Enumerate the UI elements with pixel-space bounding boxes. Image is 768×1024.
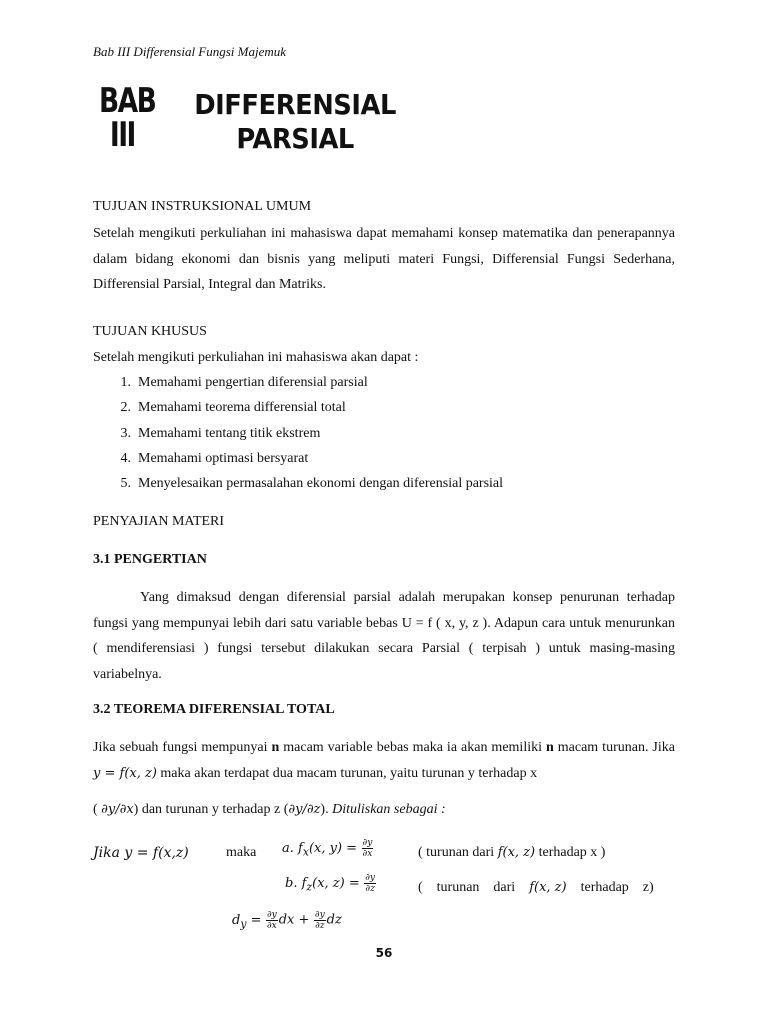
equation-b	[285, 873, 377, 894]
tk-intro: Setelah mengikuti perkuliahan ini mahasiswa akan dapat :	[93, 350, 419, 365]
list-item-number: 5.	[120, 476, 131, 492]
partial-notation-line	[93, 802, 446, 818]
section-3-2-paragraph	[93, 735, 675, 786]
chapter-roman-numeral: III	[109, 115, 135, 155]
fraction-denominator: ∂x	[362, 849, 373, 859]
tiu-paragraph: Setelah mengikuti perkuliahan ini mahasiswa dapat memahami konsep matematika dan penerapannya dalam bidang ekonomi dan bisnis yang meliputi materi Fungsi, Differensial Fungsi Sederhana, Differensial Parsial, Integral dan Matriks.	[93, 226, 675, 292]
fraction-dy-dx	[266, 910, 278, 931]
fn-args: (x, z) =	[312, 875, 360, 891]
fn-label: d	[232, 912, 241, 928]
fraction-numerator: ∂y	[365, 873, 375, 883]
text-run: ) dan turunan y terhadap z (	[133, 802, 289, 817]
section-3-1-heading: 3.1 PENGERTIAN	[93, 552, 207, 567]
inline-equation: f(x, z)	[497, 845, 536, 860]
equation-given: Jika y = f(x,z)	[93, 845, 189, 861]
tk-heading: TUJUAN KHUSUS	[93, 324, 207, 339]
bold-n: n	[545, 740, 554, 755]
list-item-text: Memahami optimasi bersyarat	[138, 450, 309, 466]
list-item-text: Memahami pengertian diferensial parsial	[138, 375, 368, 390]
text-run: ( turunan dari	[418, 845, 498, 860]
text-run: terhadap z)	[566, 880, 654, 895]
dz-term: dz	[326, 912, 342, 928]
list-item	[93, 446, 653, 471]
equation-a	[282, 838, 374, 859]
total-differential-equation	[232, 910, 342, 931]
equation-a-lhs	[282, 840, 358, 859]
equation-maka: maka	[226, 845, 257, 860]
chapter-bab-label: BAB	[99, 81, 156, 121]
fraction-numerator: ∂y	[314, 910, 325, 920]
running-header: Bab III Differensial Fungsi Majemuk	[93, 44, 287, 59]
list-item	[93, 395, 653, 420]
text-run: ( turunan dari	[418, 880, 530, 895]
fraction-dy-dz	[364, 873, 376, 894]
list-item-text: Menyelesaikan permasalahan ekonomi dengan diferensial parsial	[138, 476, 504, 492]
text-run: Jika sebuah fungsi mempunyai	[93, 740, 272, 755]
bold-n: n	[271, 740, 280, 755]
equals: =	[246, 912, 262, 928]
list-item-text: Memahami teorema differensial total	[138, 400, 346, 416]
chapter-number	[99, 81, 156, 155]
text-run: macam turunan. Jika	[553, 740, 675, 755]
partial-y-z: ∂y/∂z	[288, 802, 321, 817]
fraction-denominator: ∂x	[266, 921, 277, 931]
fraction-dy-dz	[314, 910, 326, 931]
list-item	[93, 370, 653, 395]
text-run: terhadap x )	[535, 845, 606, 860]
fn-label: b. f	[285, 875, 307, 891]
italic-text: Dituliskan sebagai :	[332, 802, 446, 817]
penyajian-heading: PENYAJIAN MATERI	[93, 514, 225, 529]
dx-term: dx +	[278, 912, 310, 928]
fraction-numerator: ∂y	[362, 838, 373, 848]
equation-b-note	[418, 880, 654, 896]
total-diff-lhs	[232, 912, 262, 931]
objectives-list	[93, 370, 653, 496]
text-run: maka akan terdapat dua macam turunan, yaitu turunan y terhadap x	[156, 765, 538, 781]
text-run: macam variable bebas maka ia akan memiliki	[279, 740, 546, 755]
fraction-denominator: ∂z	[315, 921, 325, 931]
list-item-number: 2.	[120, 400, 131, 416]
list-item-number: 4.	[120, 450, 131, 466]
equation-b-lhs	[285, 875, 360, 894]
fraction-denominator: ∂z	[365, 884, 375, 894]
inline-equation: y = f(x, z)	[93, 765, 157, 781]
list-item	[93, 421, 653, 446]
chapter-title-line-2: PARSIAL	[236, 122, 354, 155]
subscript: z	[306, 880, 313, 894]
list-item-number: 1.	[120, 375, 131, 390]
page-number: 56	[375, 946, 393, 960]
list-item-text: Memahami tentang titik ekstrem	[138, 425, 321, 441]
section-3-2-heading: 3.2 TEOREMA DIFERENSIAL TOTAL	[93, 702, 335, 717]
list-item-number: 3.	[120, 425, 131, 441]
text-run: (	[93, 802, 102, 817]
list-item	[93, 471, 653, 496]
chapter-title-line-1: DIFFERENSIAL	[194, 88, 396, 121]
fn-label: a. f	[282, 840, 303, 856]
inline-equation: f(x, z)	[529, 880, 567, 895]
fn-args: (x, y) =	[308, 840, 358, 856]
subscript: y	[240, 917, 247, 931]
subscript: x	[302, 845, 309, 859]
partial-y-x: ∂y/∂x	[101, 802, 134, 817]
section-3-1-paragraph: Yang dimaksud dengan diferensial parsial adalah merupakan konsep penurunan terhadap fungsi yang mempunyai lebih dari satu variable bebas U = f ( x, y, z ). Adapun cara untuk menurunkan ( mendiferensiasi ) fungsi tersebut dilakukan secara Parsial ( terpisah ) untuk masing-masing variabelnya.	[93, 590, 675, 682]
fraction-numerator: ∂y	[266, 910, 277, 920]
chapter-title-block	[95, 81, 435, 164]
equation-a-note	[418, 845, 605, 861]
fraction-dy-dx	[362, 838, 374, 859]
chapter-title	[187, 88, 403, 156]
tiu-heading: TUJUAN INSTRUKSIONAL UMUM	[93, 199, 312, 214]
text-run: ).	[320, 802, 333, 817]
